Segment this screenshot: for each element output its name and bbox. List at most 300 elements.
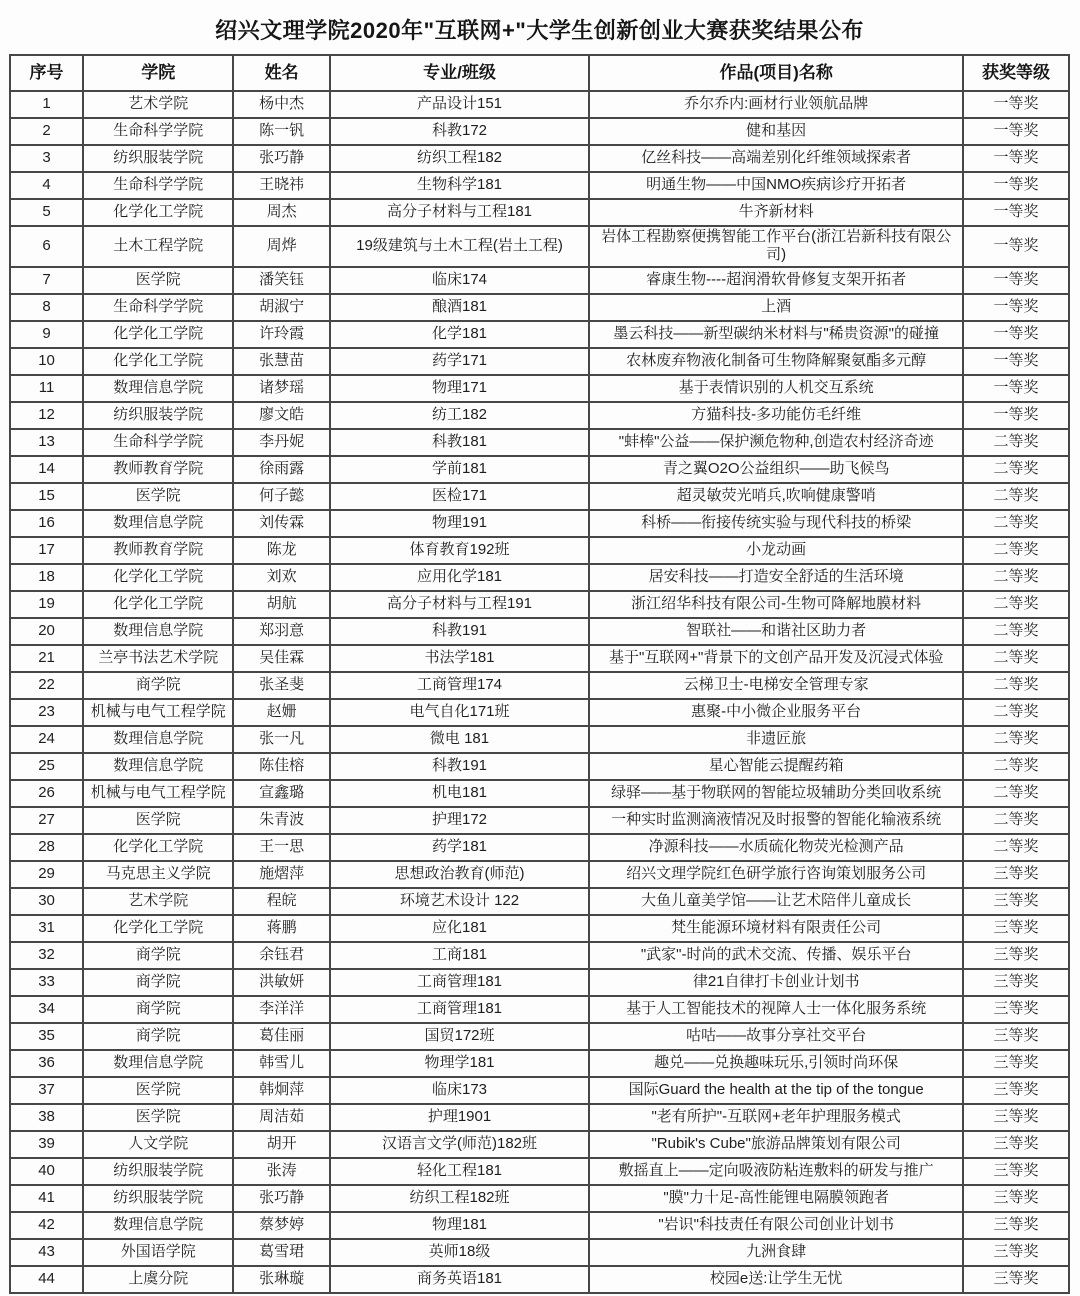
cell-college: 艺术学院 — [83, 888, 233, 915]
cell-project: "老有所护"-互联网+老年护理服务模式 — [589, 1104, 963, 1131]
cell-project: 智联社——和谐社区助力者 — [589, 618, 963, 645]
table-row — [10, 1131, 1069, 1158]
cell-project: "Rubik's Cube"旅游品牌策划有限公司 — [589, 1131, 963, 1158]
cell-college: 生命科学学院 — [83, 172, 233, 199]
cell-college: 医学院 — [83, 1104, 233, 1131]
cell-award: 二等奖 — [963, 456, 1069, 483]
cell-name: 葛雪珺 — [233, 1239, 329, 1266]
cell-index: 37 — [10, 1077, 83, 1104]
cell-name: 郑羽意 — [233, 618, 329, 645]
cell-award: 一等奖 — [963, 172, 1069, 199]
table-row — [10, 91, 1069, 118]
cell-award: 一等奖 — [963, 267, 1069, 294]
cell-project: 乔尔乔内:画材行业领航品牌 — [589, 91, 963, 118]
cell-major-class: 商务英语181 — [330, 1266, 589, 1293]
cell-project: 科桥——衔接传统实验与现代科技的桥梁 — [589, 510, 963, 537]
cell-major-class: 微电 181 — [330, 726, 589, 753]
cell-name: 刘传霖 — [233, 510, 329, 537]
table-row — [10, 726, 1069, 753]
cell-major-class: 临床174 — [330, 267, 589, 294]
cell-award: 一等奖 — [963, 226, 1069, 267]
cell-project: "岩识"科技责任有限公司创业计划书 — [589, 1212, 963, 1239]
cell-name: 赵姗 — [233, 699, 329, 726]
cell-college: 数理信息学院 — [83, 618, 233, 645]
cell-major-class: 科教191 — [330, 753, 589, 780]
cell-major-class: 19级建筑与土木工程(岩土工程) — [330, 226, 589, 267]
cell-index: 39 — [10, 1131, 83, 1158]
awards-table — [9, 54, 1070, 1294]
cell-index: 22 — [10, 672, 83, 699]
cell-award: 二等奖 — [963, 429, 1069, 456]
cell-name: 程皖 — [233, 888, 329, 915]
cell-major-class: 物理171 — [330, 375, 589, 402]
cell-major-class: 物理191 — [330, 510, 589, 537]
cell-award: 二等奖 — [963, 834, 1069, 861]
table-row — [10, 591, 1069, 618]
cell-major-class: 护理1901 — [330, 1104, 589, 1131]
table-row — [10, 861, 1069, 888]
cell-index: 18 — [10, 564, 83, 591]
table-row — [10, 537, 1069, 564]
cell-college: 机械与电气工程学院 — [83, 699, 233, 726]
cell-project: 农林废弃物液化制备可生物降解聚氨酯多元醇 — [589, 348, 963, 375]
cell-college: 机械与电气工程学院 — [83, 780, 233, 807]
cell-major-class: 科教172 — [330, 118, 589, 145]
cell-name: 周烨 — [233, 226, 329, 267]
cell-college: 数理信息学院 — [83, 726, 233, 753]
cell-major-class: 产品设计151 — [330, 91, 589, 118]
cell-project: "武家"-时尚的武术交流、传播、娱乐平台 — [589, 942, 963, 969]
cell-index: 29 — [10, 861, 83, 888]
table-row — [10, 1266, 1069, 1293]
cell-college: 商学院 — [83, 996, 233, 1023]
cell-name: 刘欢 — [233, 564, 329, 591]
cell-college: 马克思主义学院 — [83, 861, 233, 888]
cell-name: 张琳璇 — [233, 1266, 329, 1293]
table-row — [10, 807, 1069, 834]
table-row — [10, 942, 1069, 969]
cell-college: 教师教育学院 — [83, 537, 233, 564]
cell-award: 三等奖 — [963, 1023, 1069, 1050]
cell-award: 二等奖 — [963, 753, 1069, 780]
table-row — [10, 199, 1069, 226]
cell-index: 23 — [10, 699, 83, 726]
cell-college: 商学院 — [83, 1023, 233, 1050]
cell-college: 数理信息学院 — [83, 1050, 233, 1077]
cell-project: 青之翼O2O公益组织——助飞候鸟 — [589, 456, 963, 483]
cell-college: 医学院 — [83, 267, 233, 294]
cell-major-class: 电气自化171班 — [330, 699, 589, 726]
cell-college: 兰亭书法艺术学院 — [83, 645, 233, 672]
cell-name: 徐雨露 — [233, 456, 329, 483]
cell-college: 化学化工学院 — [83, 564, 233, 591]
table-row — [10, 780, 1069, 807]
cell-award: 二等奖 — [963, 807, 1069, 834]
cell-major-class: 药学181 — [330, 834, 589, 861]
cell-name: 施熠萍 — [233, 861, 329, 888]
cell-index: 1 — [10, 91, 83, 118]
cell-project: 岩体工程勘察便携智能工作平台(浙江岩新科技有限公司) — [589, 226, 963, 267]
cell-project: 敷摇直上——定向吸液防粘连敷料的研发与推广 — [589, 1158, 963, 1185]
cell-major-class: 工商181 — [330, 942, 589, 969]
cell-project: 亿丝科技——高端差别化纤维领域探索者 — [589, 145, 963, 172]
cell-major-class: 工商管理181 — [330, 996, 589, 1023]
cell-index: 8 — [10, 294, 83, 321]
cell-project: 绍兴文理学院红色研学旅行咨询策划服务公司 — [589, 861, 963, 888]
cell-major-class: 英师18级 — [330, 1239, 589, 1266]
cell-college: 商学院 — [83, 672, 233, 699]
cell-index: 10 — [10, 348, 83, 375]
cell-name: 吴佳霖 — [233, 645, 329, 672]
cell-name: 朱青波 — [233, 807, 329, 834]
cell-project: 校园e送:让学生无忧 — [589, 1266, 963, 1293]
cell-award: 三等奖 — [963, 1131, 1069, 1158]
cell-award: 二等奖 — [963, 564, 1069, 591]
cell-name: 余钰君 — [233, 942, 329, 969]
cell-name: 许玲霞 — [233, 321, 329, 348]
table-row — [10, 1050, 1069, 1077]
cell-award: 二等奖 — [963, 537, 1069, 564]
cell-college: 纺织服装学院 — [83, 1185, 233, 1212]
cell-name: 张圣斐 — [233, 672, 329, 699]
cell-major-class: 书法学181 — [330, 645, 589, 672]
cell-award: 二等奖 — [963, 780, 1069, 807]
cell-college: 外国语学院 — [83, 1239, 233, 1266]
cell-award: 三等奖 — [963, 888, 1069, 915]
cell-college: 化学化工学院 — [83, 348, 233, 375]
cell-college: 商学院 — [83, 969, 233, 996]
cell-index: 24 — [10, 726, 83, 753]
cell-project: "膜"力十足-高性能锂电隔膜领跑者 — [589, 1185, 963, 1212]
cell-award: 三等奖 — [963, 1050, 1069, 1077]
cell-college: 医学院 — [83, 1077, 233, 1104]
cell-award: 三等奖 — [963, 969, 1069, 996]
cell-college: 化学化工学院 — [83, 915, 233, 942]
table-row — [10, 996, 1069, 1023]
table-row — [10, 348, 1069, 375]
cell-index: 26 — [10, 780, 83, 807]
cell-major-class: 药学171 — [330, 348, 589, 375]
cell-major-class: 学前181 — [330, 456, 589, 483]
cell-index: 4 — [10, 172, 83, 199]
cell-award: 三等奖 — [963, 996, 1069, 1023]
cell-project: 牛齐新材料 — [589, 199, 963, 226]
table-row — [10, 618, 1069, 645]
cell-project: 绿驿——基于物联网的智能垃圾辅助分类回收系统 — [589, 780, 963, 807]
cell-name: 韩雪儿 — [233, 1050, 329, 1077]
cell-name: 李洋洋 — [233, 996, 329, 1023]
table-row — [10, 429, 1069, 456]
cell-college: 数理信息学院 — [83, 510, 233, 537]
table-row — [10, 564, 1069, 591]
table-row — [10, 1212, 1069, 1239]
table-row — [10, 1023, 1069, 1050]
cell-major-class: 工商管理181 — [330, 969, 589, 996]
table-row — [10, 321, 1069, 348]
cell-project: 超灵敏荧光哨兵,吹响健康警哨 — [589, 483, 963, 510]
cell-name: 诸梦瑶 — [233, 375, 329, 402]
cell-project: 睿康生物----超润滑软骨修复支架开拓者 — [589, 267, 963, 294]
cell-project: 惠聚-中小微企业服务平台 — [589, 699, 963, 726]
cell-name: 王一思 — [233, 834, 329, 861]
cell-name: 洪敏妍 — [233, 969, 329, 996]
cell-project: 居安科技——打造安全舒适的生活环境 — [589, 564, 963, 591]
cell-major-class: 酿酒181 — [330, 294, 589, 321]
cell-award: 三等奖 — [963, 1158, 1069, 1185]
cell-index: 2 — [10, 118, 83, 145]
cell-major-class: 轻化工程181 — [330, 1158, 589, 1185]
cell-index: 11 — [10, 375, 83, 402]
cell-college: 人文学院 — [83, 1131, 233, 1158]
cell-major-class: 物理181 — [330, 1212, 589, 1239]
cell-project: "蚌棒"公益——保护濒危物种,创造农村经济奇迹 — [589, 429, 963, 456]
cell-project: 星心智能云提醒药箱 — [589, 753, 963, 780]
cell-project: 健和基因 — [589, 118, 963, 145]
cell-project: 九洲食肆 — [589, 1239, 963, 1266]
cell-award: 三等奖 — [963, 1239, 1069, 1266]
cell-index: 41 — [10, 1185, 83, 1212]
cell-college: 化学化工学院 — [83, 321, 233, 348]
cell-index: 12 — [10, 402, 83, 429]
cell-major-class: 纺工182 — [330, 402, 589, 429]
cell-index: 34 — [10, 996, 83, 1023]
cell-major-class: 生物科学181 — [330, 172, 589, 199]
table-row — [10, 1104, 1069, 1131]
cell-name: 李丹妮 — [233, 429, 329, 456]
cell-major-class: 思想政治教育(师范) — [330, 861, 589, 888]
table-row — [10, 456, 1069, 483]
cell-name: 周杰 — [233, 199, 329, 226]
cell-index: 17 — [10, 537, 83, 564]
cell-index: 15 — [10, 483, 83, 510]
cell-name: 廖文皓 — [233, 402, 329, 429]
cell-name: 杨中杰 — [233, 91, 329, 118]
cell-major-class: 临床173 — [330, 1077, 589, 1104]
cell-major-class: 汉语言文学(师范)182班 — [330, 1131, 589, 1158]
cell-college: 上虞分院 — [83, 1266, 233, 1293]
cell-index: 6 — [10, 226, 83, 267]
cell-index: 19 — [10, 591, 83, 618]
cell-award: 三等奖 — [963, 861, 1069, 888]
cell-project: 墨云科技——新型碳纳米材料与"稀贵资源"的碰撞 — [589, 321, 963, 348]
cell-college: 化学化工学院 — [83, 199, 233, 226]
cell-award: 三等奖 — [963, 1266, 1069, 1293]
cell-award: 三等奖 — [963, 915, 1069, 942]
cell-index: 25 — [10, 753, 83, 780]
cell-name: 胡开 — [233, 1131, 329, 1158]
cell-name: 蔡梦婷 — [233, 1212, 329, 1239]
cell-award: 三等奖 — [963, 1077, 1069, 1104]
cell-college: 化学化工学院 — [83, 591, 233, 618]
cell-name: 陈一钒 — [233, 118, 329, 145]
cell-index: 14 — [10, 456, 83, 483]
cell-award: 二等奖 — [963, 591, 1069, 618]
column-header-major: 专业/班级 — [330, 55, 589, 91]
cell-name: 张巧静 — [233, 145, 329, 172]
cell-award: 二等奖 — [963, 699, 1069, 726]
cell-name: 胡航 — [233, 591, 329, 618]
table-row — [10, 1239, 1069, 1266]
cell-name: 潘笑钰 — [233, 267, 329, 294]
column-header-college: 学院 — [83, 55, 233, 91]
cell-name: 胡淑宁 — [233, 294, 329, 321]
cell-college: 纺织服装学院 — [83, 1158, 233, 1185]
table-row — [10, 699, 1069, 726]
cell-name: 张涛 — [233, 1158, 329, 1185]
cell-college: 土木工程学院 — [83, 226, 233, 267]
cell-award: 三等奖 — [963, 1104, 1069, 1131]
cell-project: 小龙动画 — [589, 537, 963, 564]
cell-college: 商学院 — [83, 942, 233, 969]
cell-award: 一等奖 — [963, 375, 1069, 402]
table-row — [10, 118, 1069, 145]
cell-project: 趣兑——兑换趣味玩乐,引领时尚环保 — [589, 1050, 963, 1077]
cell-college: 艺术学院 — [83, 91, 233, 118]
cell-name: 葛佳丽 — [233, 1023, 329, 1050]
cell-name: 周洁茹 — [233, 1104, 329, 1131]
cell-award: 一等奖 — [963, 145, 1069, 172]
cell-index: 20 — [10, 618, 83, 645]
cell-index: 42 — [10, 1212, 83, 1239]
cell-college: 教师教育学院 — [83, 456, 233, 483]
cell-index: 7 — [10, 267, 83, 294]
table-row — [10, 672, 1069, 699]
cell-major-class: 机电181 — [330, 780, 589, 807]
cell-award: 二等奖 — [963, 645, 1069, 672]
cell-name: 张慧苗 — [233, 348, 329, 375]
cell-name: 王晓祎 — [233, 172, 329, 199]
cell-college: 纺织服装学院 — [83, 145, 233, 172]
table-row — [10, 294, 1069, 321]
cell-major-class: 科教191 — [330, 618, 589, 645]
cell-major-class: 环境艺术设计 122 — [330, 888, 589, 915]
table-row — [10, 267, 1069, 294]
cell-college: 医学院 — [83, 483, 233, 510]
cell-major-class: 医检171 — [330, 483, 589, 510]
column-header-name: 姓名 — [233, 55, 329, 91]
cell-project: 律21自律打卡创业计划书 — [589, 969, 963, 996]
table-row — [10, 145, 1069, 172]
cell-index: 5 — [10, 199, 83, 226]
cell-award: 一等奖 — [963, 348, 1069, 375]
table-row — [10, 402, 1069, 429]
cell-index: 28 — [10, 834, 83, 861]
cell-index: 44 — [10, 1266, 83, 1293]
table-row — [10, 753, 1069, 780]
cell-award: 三等奖 — [963, 1212, 1069, 1239]
cell-award: 二等奖 — [963, 726, 1069, 753]
cell-project: 云梯卫士-电梯安全管理专家 — [589, 672, 963, 699]
header-row — [10, 55, 1069, 91]
cell-major-class: 护理172 — [330, 807, 589, 834]
cell-index: 3 — [10, 145, 83, 172]
cell-college: 纺织服装学院 — [83, 402, 233, 429]
cell-name: 陈龙 — [233, 537, 329, 564]
table-row — [10, 645, 1069, 672]
cell-award: 二等奖 — [963, 672, 1069, 699]
cell-award: 一等奖 — [963, 199, 1069, 226]
table-row — [10, 483, 1069, 510]
cell-award: 二等奖 — [963, 618, 1069, 645]
column-header-index: 序号 — [10, 55, 83, 91]
cell-index: 27 — [10, 807, 83, 834]
cell-college: 生命科学学院 — [83, 118, 233, 145]
cell-name: 宣鑫璐 — [233, 780, 329, 807]
cell-project: 一种实时监测滴液情况及时报警的智能化输液系统 — [589, 807, 963, 834]
cell-major-class: 应用化学181 — [330, 564, 589, 591]
cell-name: 何子懿 — [233, 483, 329, 510]
cell-name: 蒋鹏 — [233, 915, 329, 942]
cell-index: 9 — [10, 321, 83, 348]
cell-index: 13 — [10, 429, 83, 456]
cell-name: 张一凡 — [233, 726, 329, 753]
cell-index: 36 — [10, 1050, 83, 1077]
cell-project: 方猫科技-多功能仿毛纤维 — [589, 402, 963, 429]
cell-major-class: 工商管理174 — [330, 672, 589, 699]
cell-index: 43 — [10, 1239, 83, 1266]
cell-award: 一等奖 — [963, 118, 1069, 145]
cell-college: 化学化工学院 — [83, 834, 233, 861]
table-row — [10, 1077, 1069, 1104]
cell-college: 数理信息学院 — [83, 1212, 233, 1239]
table-row — [10, 834, 1069, 861]
cell-major-class: 纺织工程182 — [330, 145, 589, 172]
table-row — [10, 969, 1069, 996]
cell-name: 韩炯萍 — [233, 1077, 329, 1104]
cell-project: 基于"互联网+"背景下的文创产品开发及沉浸式体验 — [589, 645, 963, 672]
cell-name: 张巧静 — [233, 1185, 329, 1212]
table-row — [10, 1185, 1069, 1212]
cell-major-class: 纺织工程182班 — [330, 1185, 589, 1212]
cell-name: 陈佳榕 — [233, 753, 329, 780]
cell-project: 明通生物——中国NMO疾病诊疗开拓者 — [589, 172, 963, 199]
table-row — [10, 888, 1069, 915]
cell-award: 二等奖 — [963, 510, 1069, 537]
cell-project: 浙江绍华科技有限公司-生物可降解地膜材料 — [589, 591, 963, 618]
cell-index: 38 — [10, 1104, 83, 1131]
cell-project: 咕咕——故事分享社交平台 — [589, 1023, 963, 1050]
cell-college: 数理信息学院 — [83, 753, 233, 780]
table-row — [10, 172, 1069, 199]
cell-index: 35 — [10, 1023, 83, 1050]
table-row — [10, 226, 1069, 267]
cell-award: 一等奖 — [963, 91, 1069, 118]
cell-college: 生命科学学院 — [83, 429, 233, 456]
cell-major-class: 科教181 — [330, 429, 589, 456]
table-row — [10, 1158, 1069, 1185]
cell-index: 32 — [10, 942, 83, 969]
table-row — [10, 375, 1069, 402]
results-table-body — [10, 91, 1069, 1293]
cell-project: 非遗匠旅 — [589, 726, 963, 753]
cell-project: 梵生能源环境材料有限责任公司 — [589, 915, 963, 942]
cell-index: 40 — [10, 1158, 83, 1185]
cell-college: 数理信息学院 — [83, 375, 233, 402]
column-header-project: 作品(项目)名称 — [589, 55, 963, 91]
cell-major-class: 化学181 — [330, 321, 589, 348]
cell-index: 30 — [10, 888, 83, 915]
cell-index: 16 — [10, 510, 83, 537]
cell-major-class: 应化181 — [330, 915, 589, 942]
cell-award: 三等奖 — [963, 1185, 1069, 1212]
page-title: 绍兴文理学院2020年"互联网+"大学生创新创业大赛获奖结果公布 — [215, 18, 864, 43]
table-row — [10, 510, 1069, 537]
cell-major-class: 国贸172班 — [330, 1023, 589, 1050]
cell-project: 基于表情识别的人机交互系统 — [589, 375, 963, 402]
cell-index: 31 — [10, 915, 83, 942]
table-row — [10, 915, 1069, 942]
cell-project: 上酒 — [589, 294, 963, 321]
